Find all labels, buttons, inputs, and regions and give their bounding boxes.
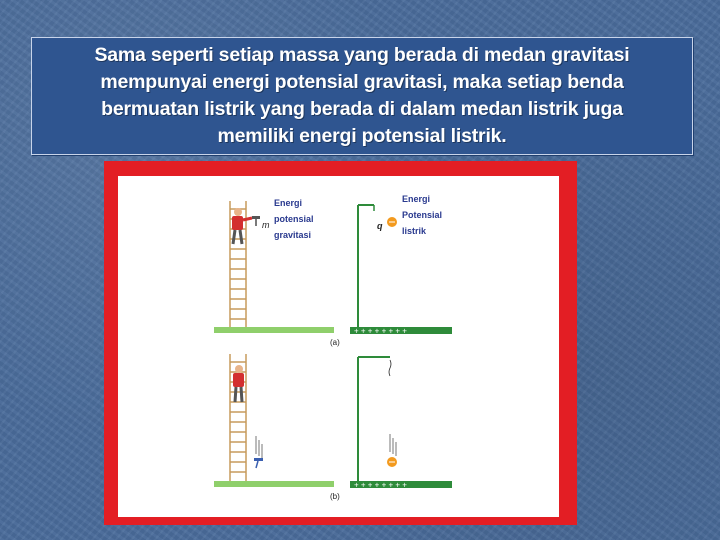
gravity-energy-label-2: potensial — [274, 214, 314, 224]
ground-strip-a — [214, 327, 334, 333]
falling-mass-b — [254, 436, 263, 468]
mass-symbol: m — [262, 220, 270, 230]
slide-text-box — [31, 37, 693, 155]
gravity-energy-label-1: Energi — [274, 198, 303, 208]
electric-energy-label-2: Potensial — [402, 210, 443, 220]
electric-energy-label-1: Energi — [402, 194, 431, 204]
figure-panel — [118, 176, 559, 517]
figure-frame — [104, 161, 577, 525]
ground-strip-b — [214, 481, 334, 487]
gravity-energy-label-3: gravitasi — [274, 230, 312, 240]
mass-block-a — [252, 216, 270, 230]
electric-plate-a — [358, 205, 374, 327]
electric-plate-b — [358, 357, 391, 481]
caption-a: (a) — [330, 338, 340, 347]
energy-diagram — [118, 176, 559, 517]
person-icon-a — [232, 208, 252, 244]
caption-b: (b) — [330, 492, 340, 501]
falling-charge-b — [390, 434, 396, 456]
plate-charges-b: + + + + + + + + — [354, 480, 407, 490]
electric-energy-label-3: listrik — [402, 226, 427, 236]
slide-text: Sama seperti setiap massa yang berada di medan gravitasi mempunyai energi potensial gravitasi, maka setiap benda bermuatan listrik yang berada di dalam medan listrik juga memiliki energi potensial listrik. — [94, 44, 630, 147]
plate-charges-a: + + + + + + + + — [354, 326, 407, 336]
person-icon-b — [233, 365, 244, 402]
charge-symbol: q — [377, 221, 383, 231]
